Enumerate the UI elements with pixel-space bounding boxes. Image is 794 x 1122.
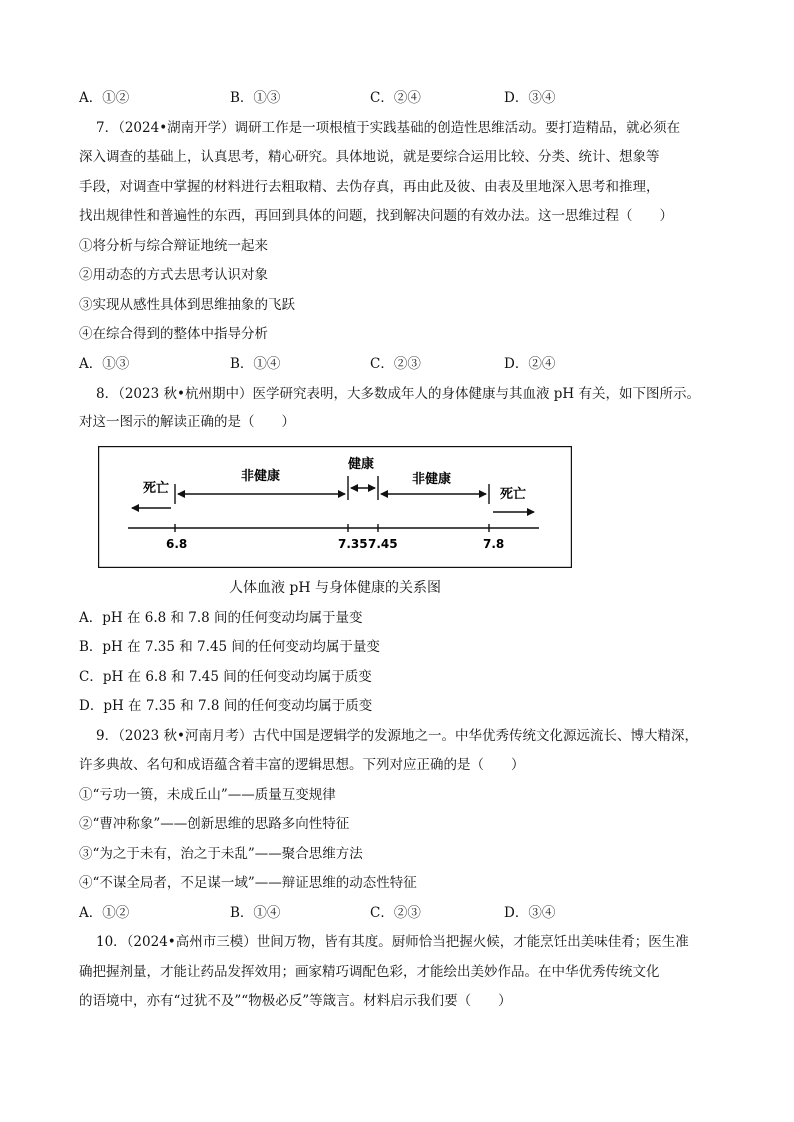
- q8-option-b[interactable]: B．pH 在 7.35 和 7.45 间的任何变动均属于量变: [79, 639, 380, 655]
- q7-item: ①将分析与综合辩证地统一起来: [79, 238, 268, 254]
- q7-stem-line: 手段，对调查中掌握的材料进行去粗取精、去伪存真，再由此及彼、由表及里地深入思考和推理，: [79, 179, 660, 195]
- figure-caption: 人体血液 pH 与身体健康的关系图: [228, 580, 442, 596]
- q7-item: ③实现从感性具体到思维抽象的飞跃: [79, 297, 295, 313]
- tick-label: 7.35: [338, 537, 368, 551]
- q9-options: [79, 903, 639, 923]
- q6-option-b[interactable]: B．①③: [230, 90, 281, 106]
- q7-option-a[interactable]: A．①③: [79, 356, 130, 372]
- q7-option-b[interactable]: B．①④: [230, 356, 281, 372]
- tick-label: 6.8: [166, 537, 188, 551]
- q10-stem-line: 确把握剂量，才能让药品发挥效用；画家精巧调配色彩，才能绘出美妙作品。在中华优秀传统文化: [79, 964, 660, 980]
- tick-label: 7.45: [368, 537, 398, 551]
- q9-stem-line: 9．（2023 秋•河南月考）古代中国是逻辑学的发源地之一。中华优秀传统文化源远流长、博大精深，: [96, 728, 698, 744]
- q7-stem-line: 7．（2024•湖南开学）调研工作是一项根植于实践基础的创造性思维活动。要打造精品，就必须在: [96, 120, 681, 136]
- q9-item: ③“为之于未有，治之于未乱”——聚合思维方法: [79, 846, 363, 862]
- death-right-label: 死亡: [500, 487, 527, 502]
- unhealthy-right-label: 非健康: [412, 472, 452, 487]
- q7-option-d[interactable]: D．②④: [504, 356, 556, 372]
- q8-stem-line: 对这一图示的解读正确的是（ ）: [79, 414, 295, 430]
- death-left-label: 死亡: [143, 481, 170, 496]
- q9-item: ④“不谋全局者，不足谋一域”——辩证思维的动态性特征: [79, 875, 417, 891]
- q6-option-a[interactable]: A．①②: [79, 90, 130, 106]
- q9-item: ②“曹冲称象”——创新思维的思路多向性特征: [79, 816, 350, 832]
- q7-option-c[interactable]: C．②③: [370, 356, 421, 372]
- q6-option-c[interactable]: C．②④: [370, 90, 421, 106]
- q9-option-c[interactable]: C．②③: [370, 905, 421, 921]
- q9-item: ①“亏功一篑，未成丘山”——质量互变规律: [79, 787, 336, 803]
- q8-option-d[interactable]: D．pH 在 7.35 和 7.8 间的任何变动均属于质变: [79, 698, 373, 714]
- q10-stem-line: 的语境中，亦有“过犹不及”“物极必反”等箴言。材料启示我们要（ ）: [79, 993, 512, 1009]
- q9-option-b[interactable]: B．①④: [230, 905, 281, 921]
- q9-stem-line: 许多典故、名句和成语蕴含着丰富的逻辑思想。下列对应正确的是（ ）: [79, 757, 525, 773]
- tick-label: 7.8: [483, 537, 505, 551]
- q7-item: ④在综合得到的整体中指导分析: [79, 326, 268, 342]
- q8-option-a[interactable]: A．pH 在 6.8 和 7.8 间的任何变动均属于量变: [79, 610, 363, 626]
- q8-option-c[interactable]: C．pH 在 6.8 和 7.45 间的任何变动均属于质变: [79, 669, 372, 685]
- q6-options: [79, 88, 639, 108]
- q7-options: [79, 354, 639, 374]
- ph-health-figure: [98, 446, 572, 568]
- q9-option-d[interactable]: D．③④: [504, 905, 556, 921]
- unhealthy-left-label: 非健康: [241, 469, 281, 484]
- q10-stem-line: 10．（2024•高州市三模）世间万物，皆有其度。厨师恰当把握火候，才能烹饪出美味佳肴；医生准: [96, 934, 689, 950]
- q8-stem-line: 8．（2023 秋•杭州期中）医学研究表明，大多数成年人的身体健康与其血液 pH 有关，如下图所示。: [96, 386, 700, 402]
- q7-stem-line: 找出规律性和普遍性的东西，再回到具体的问题，找到解决问题的有效办法。这一思维过程（ ）: [79, 208, 673, 224]
- q7-stem-line: 深入调查的基础上，认真思考，精心研究。具体地说，就是要综合运用比较、分类、统计、想象等: [79, 149, 660, 165]
- healthy-label: 健康: [348, 457, 375, 472]
- q7-item: ②用动态的方式去思考认识对象: [79, 267, 268, 283]
- q9-option-a[interactable]: A．①②: [79, 905, 130, 921]
- q6-option-d[interactable]: D．③④: [504, 90, 556, 106]
